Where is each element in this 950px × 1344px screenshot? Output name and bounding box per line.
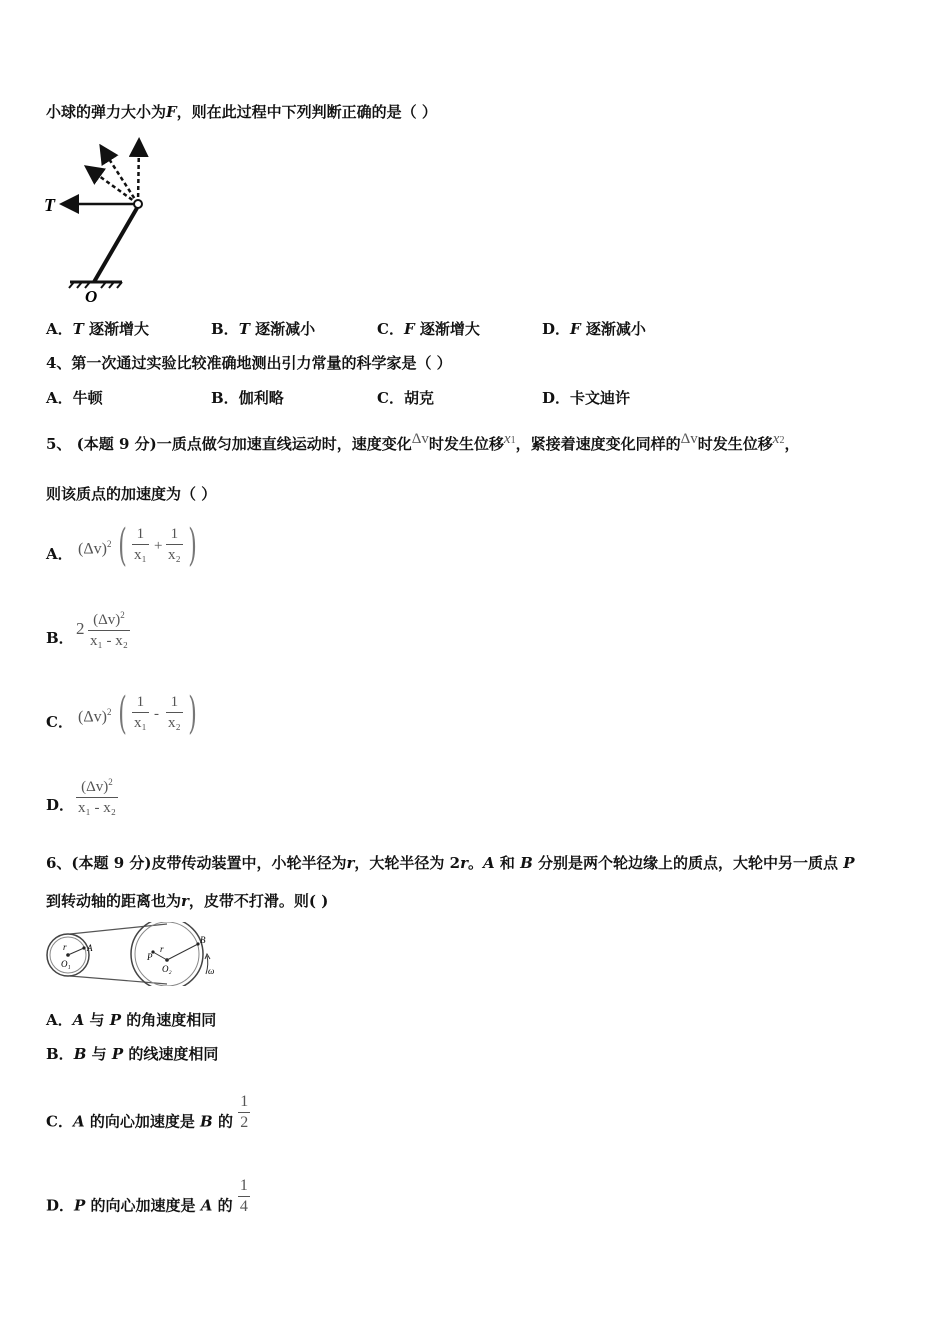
q3-option-d-var: F [570,320,581,338]
q6-figure-r-small: r [63,942,67,952]
q5-option-b-letter: B． [46,629,74,647]
q6-option-c[interactable] [46,1093,250,1143]
q6-option-b-letter: B． [46,1045,74,1063]
q5-option-c-frac2-den: x₂ [166,712,183,733]
q6-option-d-num: 1 [239,1177,248,1194]
q5-option-c-frac1 [132,692,149,733]
q3-option-a-text: 逐渐增大 [89,320,150,338]
q4-option-c-text: 胡克 [403,389,434,407]
q5-x2: x [772,431,780,447]
q5-option-a-frac2 [166,524,183,565]
q6-r2: r [460,854,468,872]
q5-stem-b: 时发生位移 [428,435,504,453]
q5-option-a-frac2-den: x₂ [166,544,183,565]
q6-option-c-frac [238,1092,250,1133]
q3-stem-var: F [166,103,177,121]
q5-x1-sub: 1 [510,435,516,446]
q5-option-d-denominator: x₁ - x₂ [76,797,118,818]
q4-option-a[interactable] [46,388,103,408]
q5-option-c-exp: 2 [106,707,112,717]
q6-r3: r [181,892,189,910]
q5-stem-2: 则该质点的加速度为（ ） [46,485,217,503]
q5-option-c-letter: C． [46,713,73,731]
q6-option-c-v1: A [72,1112,85,1131]
q5-dv-2: Δv [680,431,698,447]
q6-option-d-text: 的 [212,1196,233,1215]
q6-option-c-letter: C． [46,1112,73,1131]
q5-option-a-frac1-num: 1 [136,526,145,542]
q3-option-a-letter: A． [46,320,73,338]
q6-A1: A [483,854,495,872]
q4-option-a-text: 牛顿 [72,389,103,407]
q5-option-a-op: + [154,538,163,554]
q5-option-c-frac2-num: 1 [170,694,179,710]
q4-option-d-text: 卡文迪许 [570,389,631,407]
q6-option-d-den: 4 [239,1198,248,1215]
q6-option-a[interactable] [46,1010,216,1030]
q5-option-d-numerator: (Δv) [81,779,109,795]
q5-option-c-frac1-den: x₁ [132,712,149,733]
q6-option-d-frac [238,1176,250,1217]
q3-option-d-letter: D． [542,320,571,338]
q6-option-b-v2: P [111,1045,124,1063]
q6-option-d-letter: D． [46,1196,75,1215]
q3-option-d-text: 逐渐减小 [585,320,646,338]
q5-option-a-numerator: (Δv) [78,540,107,558]
q3-option-b[interactable] [211,319,315,339]
q5-option-c-frac1-num: 1 [136,694,145,710]
q5-option-d-exp: 2 [108,777,113,787]
q6-stem-a: 6、(本题 9 分)皮带传动装置中，小轮半径为 [46,854,347,872]
q6-figure-r-big: r [160,944,164,954]
q5-option-a-frac1 [132,524,149,565]
q5-option-a-frac2-num: 1 [170,526,179,542]
q3-figure-O-label: O [85,287,98,304]
q6-option-b[interactable] [46,1044,218,1064]
q6-belt-figure [42,922,222,986]
q6-B1: B [520,854,533,872]
q5-option-a-lparen: ( [118,520,127,571]
q6-stem-d: 和 [494,854,521,872]
q6-option-a-v1: A [72,1011,85,1029]
q3-option-a-var: T [72,320,84,338]
q5-option-a-exp: 2 [106,539,112,549]
q6-option-d-v1: P [74,1196,86,1215]
q3-option-a[interactable] [46,319,149,339]
q3-option-c-text: 逐渐增大 [419,320,480,338]
q5-option-d-letter: D． [46,796,75,814]
q5-stem-e: ， [784,435,800,453]
q3-option-c[interactable] [377,319,480,339]
q5-option-c-op: - [154,706,159,722]
q6-option-b-text: 的线速度相同 [123,1045,219,1063]
q4-option-b[interactable] [211,388,284,408]
q6-stem-2 [46,891,328,911]
q6-figure-P: P [147,952,153,962]
q5-x2-sub: 2 [779,435,785,446]
q3-option-c-var: F [403,320,415,338]
q5-x1: x [503,431,511,447]
q4-stem: 4、第一次通过实验比较准确地测出引力常量的科学家是（ ） [46,354,452,372]
q6-P1: P [843,854,855,872]
q5-dv-1: Δv [411,431,429,447]
q5-stem-d: 时发生位移 [697,435,773,453]
q6-stem-b: ，大轮半径为 2 [354,854,461,872]
q5-option-a-frac1-den: x₁ [132,544,149,565]
q5-stem [46,431,800,457]
q6-figure-O2: O₂ [162,964,172,974]
q6-figure-omega: ω [208,966,215,976]
q5-option-b-frac [88,605,130,651]
q3-stem-text-2: ，则在此过程中下列判断正确的是（ ） [176,103,437,121]
q5-stem-a: 5、 (本题 9 分)一质点做匀加速直线运动时，速度变化 [46,435,412,453]
q5-option-b-exp: 2 [120,610,125,620]
q5-option-c-frac2 [166,692,183,733]
q3-figure [40,132,150,304]
q6-option-d-v2: A [200,1196,213,1215]
q6-option-a-letter: A． [46,1011,73,1029]
q5-option-a-letter: A． [46,545,73,563]
q5-option-c-rparen: ) [188,688,197,739]
q5-stem-c: ，紧接着速度变化同样的 [515,435,681,453]
q5-option-d-frac [76,772,118,818]
q6-option-a-mid: 与 [84,1011,110,1029]
q5-option-b-denominator: x₁ - x₂ [88,630,130,651]
q6-option-c-v2: B [200,1112,213,1131]
q4-option-a-letter: A． [46,389,73,407]
q5-option-c-lparen: ( [118,688,127,739]
q6-option-a-v2: P [109,1011,122,1029]
q4-option-c[interactable] [377,388,434,408]
q6-figure-B: B [200,935,206,945]
q3-stem [46,102,437,122]
q4-option-d-letter: D． [542,389,571,407]
q6-option-c-num: 1 [240,1093,249,1110]
q6-stem2-a: 到转动轴的距离也为 [46,892,182,910]
q4-option-b-letter: B． [211,389,239,407]
q6-option-d[interactable] [46,1177,250,1227]
q6-option-d-mid: 的向心加速度是 [85,1196,201,1215]
q3-option-b-letter: B． [211,320,239,338]
q5-option-a-rparen: ) [188,520,197,571]
q6-option-b-mid: 与 [86,1045,112,1063]
q6-stem-e: 分别是两个轮边缘上的质点，大轮中另一质点 [532,854,844,872]
q4-option-c-letter: C． [377,389,404,407]
q6-stem [46,853,855,873]
q3-option-d[interactable] [542,319,646,339]
q6-stem-c: 。 [468,854,484,872]
q3-option-b-text: 逐渐减小 [255,320,316,338]
q3-stem-text: 小球的弹力大小为 [46,103,167,121]
q3-figure-T-label: T [44,195,55,215]
q4-option-d[interactable] [542,388,630,408]
q6-option-a-text: 的角速度相同 [121,1011,217,1029]
q3-option-b-var: T [238,320,250,338]
q3-option-c-letter: C． [377,320,404,338]
q4-option-b-text: 伽利略 [238,389,284,407]
q6-option-c-mid: 的向心加速度是 [84,1112,201,1131]
q6-option-c-text: 的 [212,1112,233,1131]
q5-option-b-numerator: (Δv) [93,612,121,628]
q6-r1: r [346,854,355,872]
q6-stem2-b: ，皮带不打滑。则( ) [188,892,329,910]
q6-figure-A: A [87,943,93,953]
q5-option-c-numerator: (Δv) [78,708,107,726]
q6-option-c-den: 2 [240,1114,249,1131]
q6-option-b-v1: B [73,1045,87,1063]
q5-option-b-coef: 2 [76,619,85,638]
q6-figure-O1: O₁ [61,959,71,969]
